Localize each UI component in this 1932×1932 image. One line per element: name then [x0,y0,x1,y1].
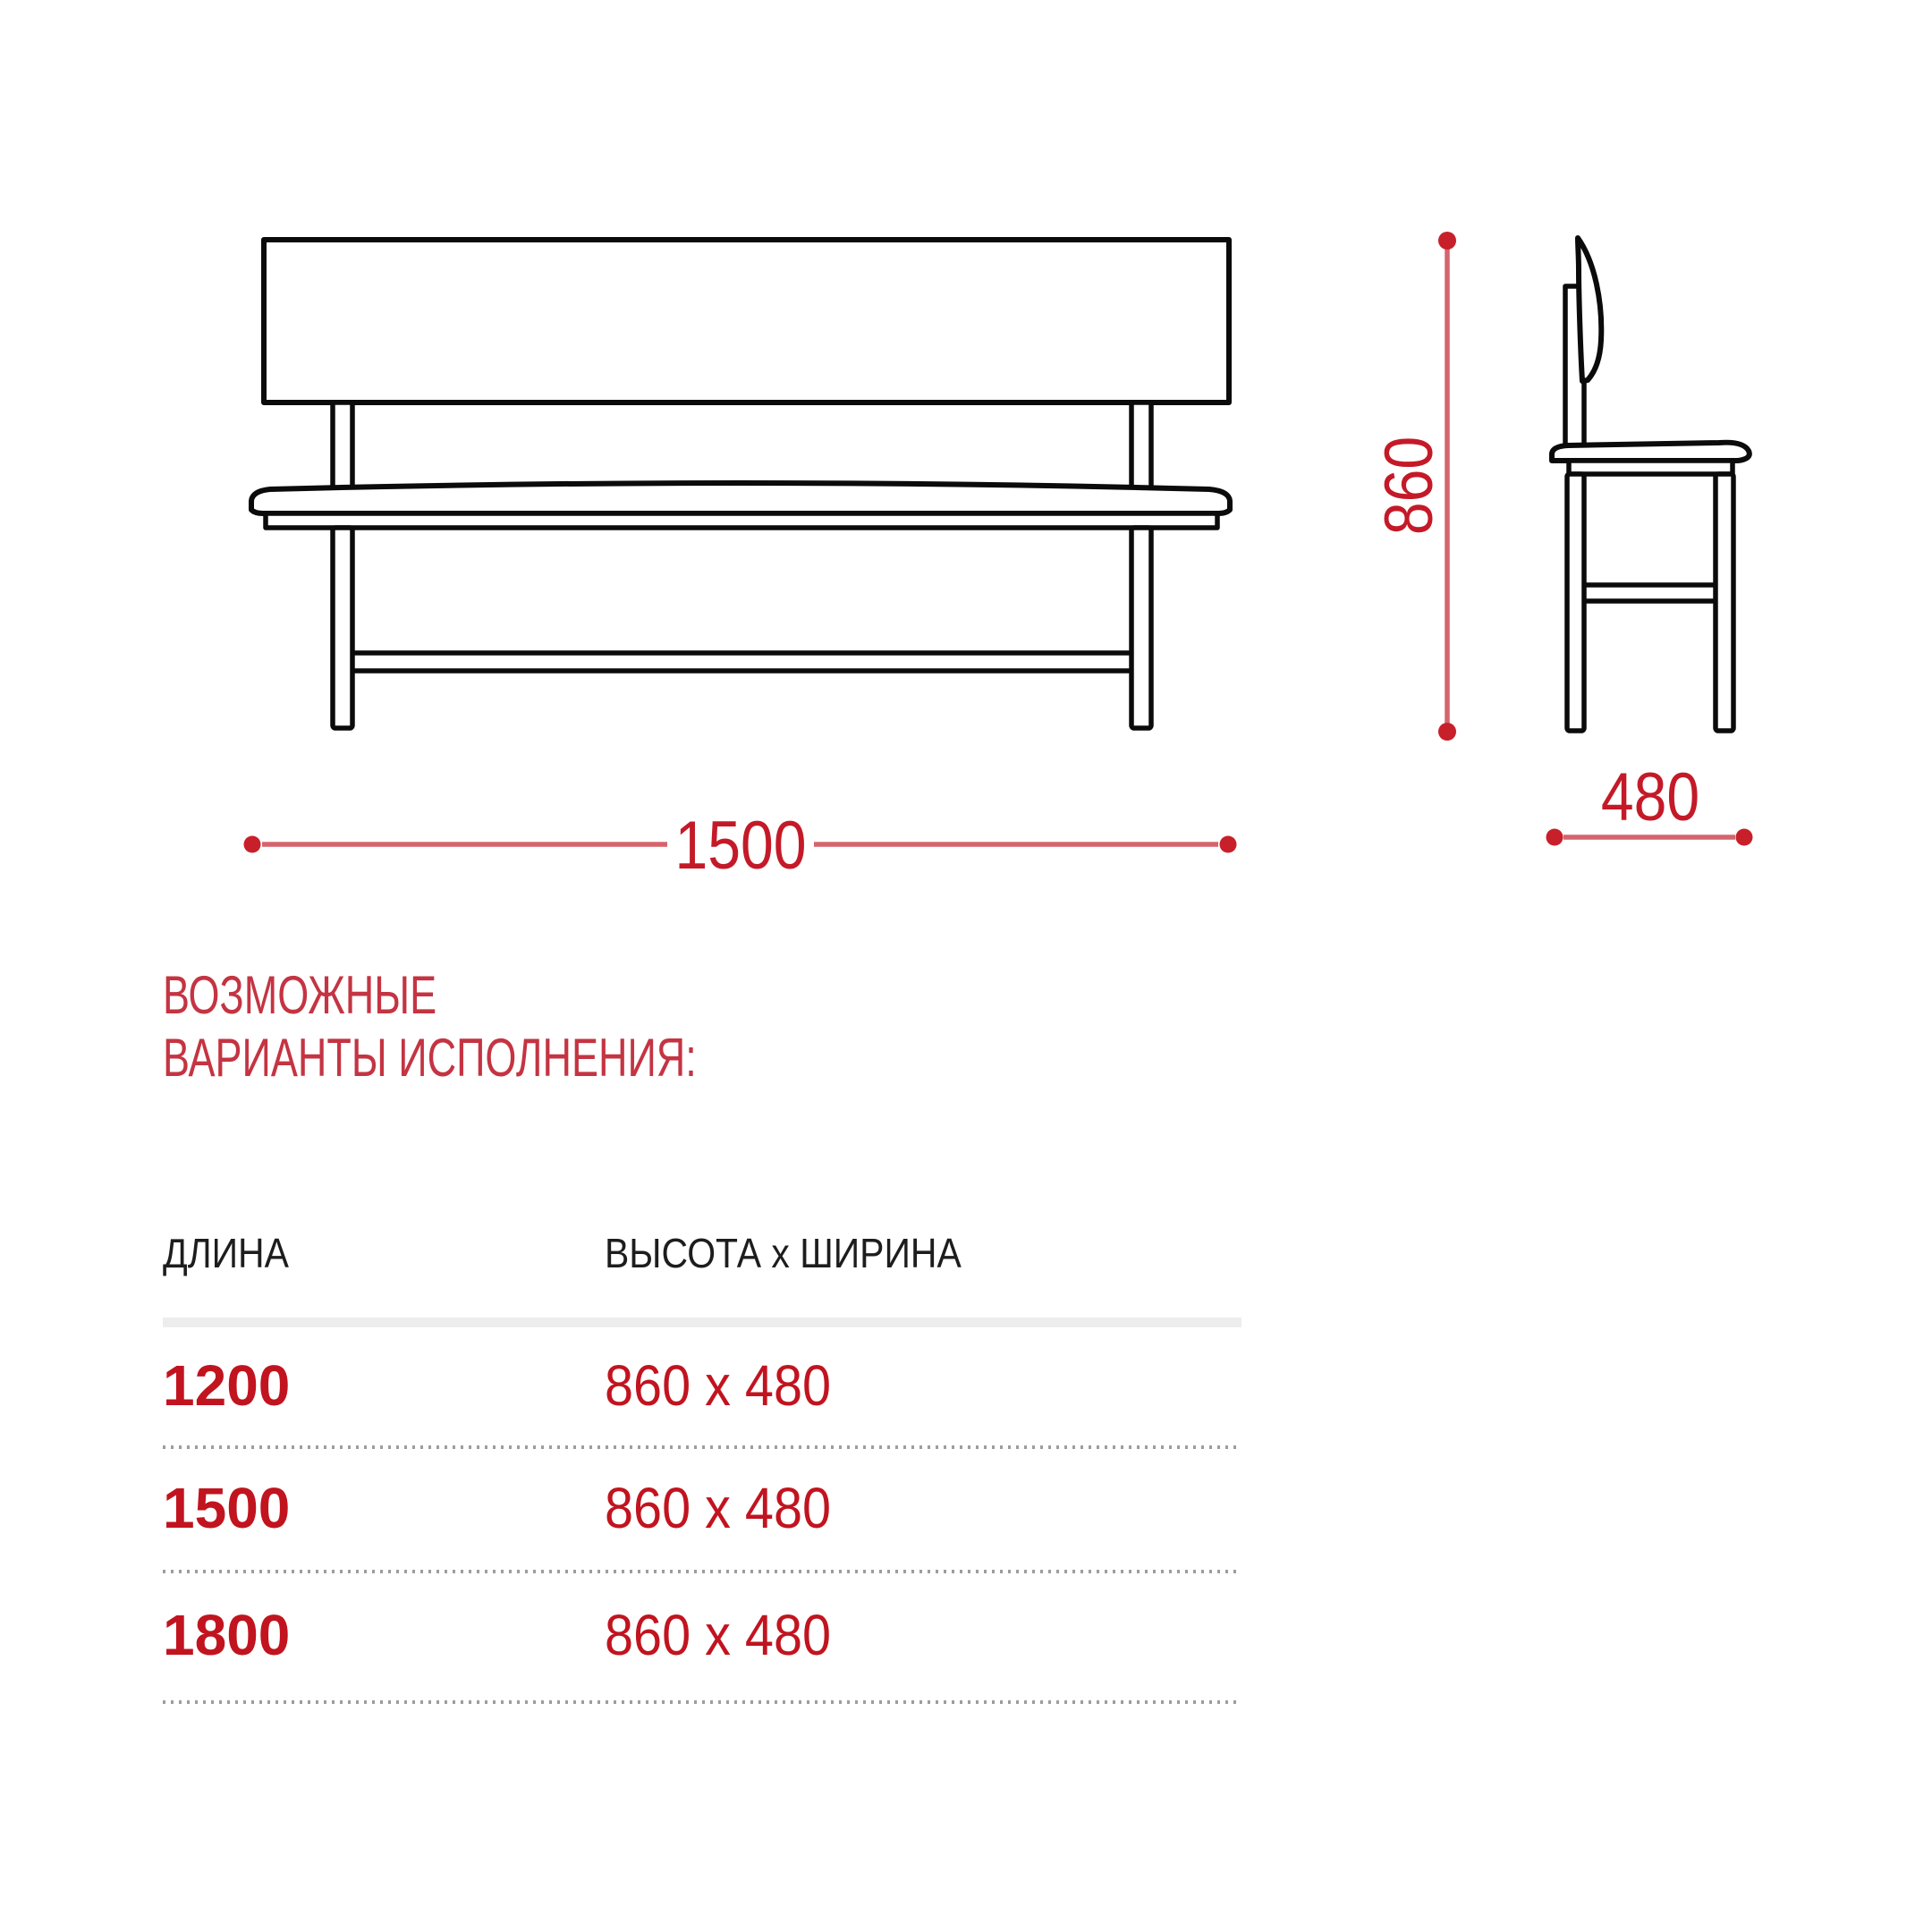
table-row [163,1476,1241,1540]
width-dimension-label: 1500 [674,808,807,885]
bench-leg-right [1131,528,1151,728]
chair-leg-front [1716,474,1733,731]
height-dimension-dot-bottom [1438,723,1456,741]
height-dimension-label: 860 [1371,436,1448,536]
length-value: 1500 [163,1476,291,1540]
side-view-drawing [1552,238,1750,731]
bench-back-post-right [1131,402,1151,496]
height-dimension [1372,232,1456,741]
variants-heading-line1: ВОЗМОЖНЫЕ [163,965,437,1025]
length-value: 1200 [163,1353,291,1418]
width-dimension-dot-left [244,836,261,853]
bench-back-post-left [333,402,352,496]
row-divider [163,1445,1241,1449]
table-row [163,1603,1241,1667]
column-header-height-width: ВЫСОТА x ШИРИНА [605,1230,962,1276]
chair-backrest-panel [1578,238,1601,381]
size-table-header [163,1230,1241,1276]
size-value: 860 x 480 [605,1603,832,1667]
row-divider [163,1570,1241,1573]
front-view-drawing [251,240,1230,728]
length-value: 1800 [163,1603,291,1667]
chair-apron [1569,461,1733,474]
variants-heading [163,964,875,1089]
bench-stretcher [347,653,1137,671]
bench-seat [251,483,1230,513]
header-divider-bar [163,1318,1241,1327]
chair-stretcher [1580,585,1719,601]
height-dimension-dot-top [1438,232,1456,250]
bench-leg-left [333,528,352,728]
depth-dimension-dot-left [1546,829,1563,846]
depth-dimension-dot-right [1736,829,1753,846]
bench-backrest [264,240,1229,402]
size-value: 860 x 480 [605,1476,832,1540]
variants-heading-line2: ВАРИАНТЫ ИСПОЛНЕНИЯ: [163,1028,697,1088]
bench-apron [266,513,1217,528]
size-table [163,1230,1241,1704]
width-dimension-dot-right [1220,836,1237,853]
chair-leg-back [1567,474,1584,731]
table-row [163,1353,1241,1418]
width-dimension [244,809,1237,884]
size-value: 860 x 480 [605,1353,832,1418]
depth-dimension-label: 480 [1600,759,1700,836]
depth-dimension [1546,760,1753,846]
row-divider [163,1700,1241,1704]
column-header-length: ДЛИНА [163,1230,289,1276]
chair-seat [1552,443,1750,461]
